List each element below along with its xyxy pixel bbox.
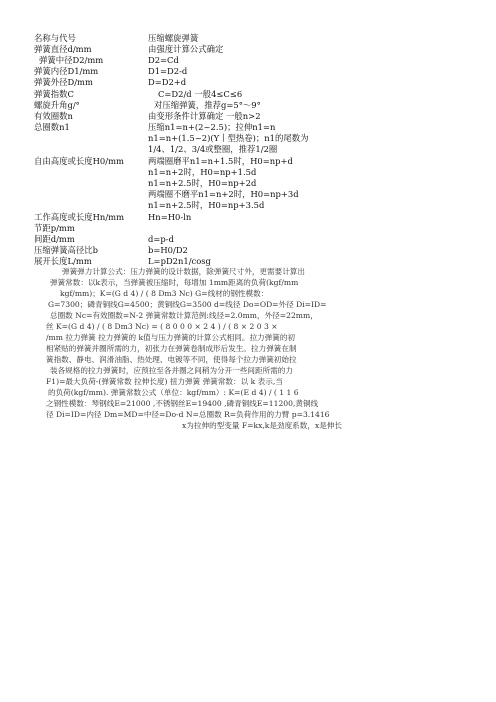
parameter-name: 弹簧直径d/mm <box>34 43 92 54</box>
parameter-name: 自由高度或长度H0/mm <box>34 155 124 166</box>
table-row <box>34 32 496 43</box>
parameter-name: 弹簧外径D/mm <box>34 77 93 88</box>
parameter-formula: 1/4、1/2、3/4或整圈，推荐1/2圈 <box>148 144 278 155</box>
paragraph-line: G=7300；磷青铜线G=4500；黄铜线G=3500 d=线径 Do=OD=外径 Di=ID= <box>48 300 327 309</box>
table-row <box>34 99 496 110</box>
paragraph-line: x为拉伸的型变量 F=kx,k是劲度系数，x是伸长 <box>182 421 343 430</box>
paragraph-line: 之钢性模数：琴钢线E=21000 ,不锈钢丝E=19400 ,磷青铜线E=11200,黄铜线 <box>46 399 319 408</box>
parameter-formula: D=D2+d <box>148 77 187 88</box>
parameter-formula: 两端圈不磨平n1=n+2时，H0=np+3d <box>148 189 299 200</box>
table-row <box>34 43 496 54</box>
table-row <box>34 88 496 99</box>
paragraph-line: 簧指数、静电、润滑油脂、热处理、电镀等不同，使得每个拉力弹簧初始拉 <box>46 355 297 364</box>
parameter-formula: 压缩螺旋弹簧 <box>148 32 199 43</box>
paragraph-line: kgf/mm)；K=(G d 4) / ( 8 Dm3 Nc) G=线材的钢性模数： <box>60 289 269 298</box>
table-row <box>34 110 496 121</box>
parameter-name: 螺旋升角g/° <box>34 99 80 110</box>
parameter-formula: D1=D2-d <box>148 66 188 77</box>
table-row <box>34 233 496 244</box>
parameter-formula: D2=Cd <box>148 54 179 65</box>
table-row <box>34 133 496 144</box>
parameter-name: 弹簧指数C <box>34 88 74 99</box>
table-row <box>34 166 496 177</box>
parameter-name: 有效圈数n <box>34 110 73 121</box>
parameter-name: 名称与代号 <box>34 32 76 43</box>
table-row <box>34 245 496 256</box>
parameter-name: 工作高度或长度Hn/mm <box>34 211 125 222</box>
table-row <box>34 189 496 200</box>
table-row <box>34 200 496 211</box>
table-row <box>34 66 496 77</box>
paragraph-line: /mm 拉力弹簧 拉力弹簧的 k值与压力弹簧的计算公式相同。拉力弹簧的初 <box>46 333 296 342</box>
spring-parameter-table <box>34 32 496 267</box>
parameter-formula: L=pD2n1/cosg <box>148 256 211 267</box>
parameter-formula: 由变形条件计算确定 一般n>2 <box>148 110 261 121</box>
table-row <box>34 54 496 65</box>
paragraph-line: 径 Di=ID=内径 Dm=MD=中径=Do-d N=总圈数 R=负荷作用的力臂 p=3.1416 <box>46 410 330 419</box>
parameter-formula: d=p-d <box>148 233 174 244</box>
parameter-formula: n1=n+2.5时，H0=np+3.5d <box>148 200 265 211</box>
paragraph-line: 丝 K=(G d 4) / ( 8 Dm3 Nc) = ( 8 0 0 0 × 2 4 ) / ( 8 × 2 0 3 × <box>46 322 278 331</box>
table-row <box>34 122 496 133</box>
table-row <box>34 211 496 222</box>
paragraph-line: 相紧贴的弹簧并圈所需的力，初张力在弹簧卷制成形后发生。拉力弹簧在制 <box>46 344 297 353</box>
parameter-name: 弹簧内径D1/mm <box>34 66 99 77</box>
table-row <box>34 222 496 233</box>
parameter-name: 弹簧中径D2/mm <box>39 54 104 65</box>
table-row <box>34 77 496 88</box>
parameter-name: 节距p/mm <box>34 222 75 233</box>
parameter-name: 展开长度L/mm <box>34 256 92 267</box>
parameter-formula: Hn=H0-ln <box>148 211 192 222</box>
table-row <box>34 177 496 188</box>
table-row <box>34 155 496 166</box>
table-row <box>34 144 496 155</box>
paragraph-line: 总圈数 Nc=有效圈数=N-2 弹簧常数计算范例:线径=2.0mm，外径=22mm， <box>50 311 318 320</box>
paragraph-line: 弹簧常数：以k表示，当弹簧被压缩时，每增加 1mm距离的负荷(kgf/mm <box>50 278 299 287</box>
parameter-formula: n1=n+(1.5~2)(Y丨型热卷)；n1的尾数为 <box>148 133 309 144</box>
parameter-formula: C=D2/d 一般4≤C≤6 <box>158 88 243 99</box>
parameter-name: 总圈数n1 <box>34 122 70 133</box>
paragraph-line: 装各规格的拉力弹簧时，应预拉至各并圈之间稍为分开一些间距所需的力 <box>50 366 293 375</box>
paragraph-line: F1)=最大负荷-(弹簧常数 拉伸长度) 扭力弹簧 弹簧常数：以 k 表示,当 <box>46 377 283 386</box>
paragraph-line: 的负荷(kgf/mm). 弹簧常数公式（单位：kgf/mm）: K=(E d 4) / ( 1 1 6 <box>48 388 299 397</box>
spring-force-paragraph <box>34 266 464 431</box>
parameter-name: 压缩弹簧高径比b <box>34 245 98 256</box>
paragraph-line: 弹簧弹力计算公式：压力弹簧的设计数据，除弹簧尺寸外，更需要计算出 <box>62 267 305 276</box>
parameter-formula: n1=n+2时，H0=np+1.5d <box>148 166 257 177</box>
parameter-formula: 对压缩弹簧，推荐g=5°～9° <box>154 99 261 110</box>
parameter-formula: 由强度计算公式确定 <box>148 43 224 54</box>
parameter-formula: 压缩n1=n+(2~2.5)；拉伸n1=n <box>148 122 276 133</box>
parameter-name: 间距d/mm <box>34 233 75 244</box>
parameter-formula: n1=n+2.5时，H0=np+2d <box>148 178 257 189</box>
parameter-formula: b=H0/D2 <box>148 245 188 256</box>
parameter-formula: 两端圈磨平n1=n+1.5时，H0=np+d <box>148 155 293 166</box>
